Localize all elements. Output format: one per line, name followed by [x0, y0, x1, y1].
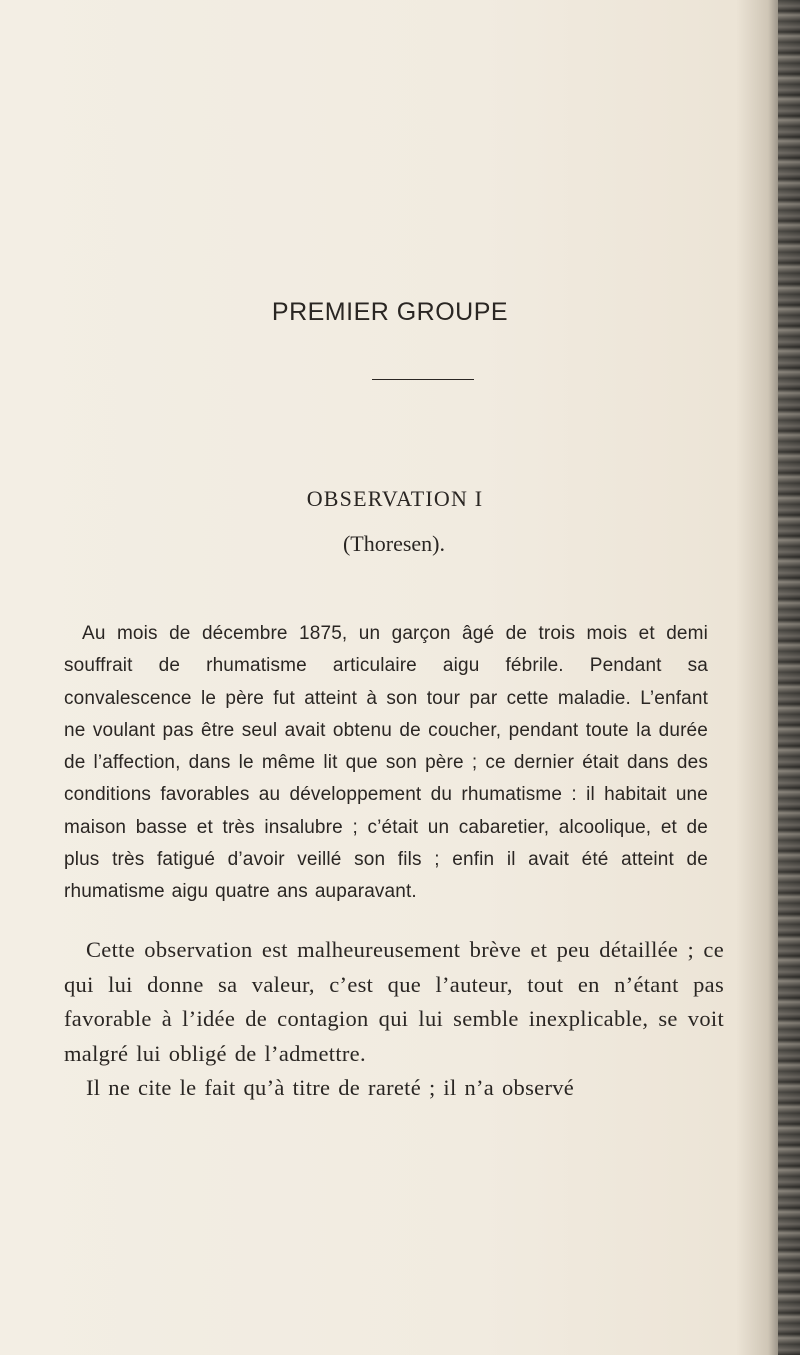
paragraph-3: Il ne cite le fait qu’à titre de rareté ; il n’a observé — [86, 1075, 575, 1100]
author-name: (Thoresen). — [342, 531, 445, 556]
page-edge — [778, 0, 800, 1355]
observation-title: OBSERVATION I — [306, 486, 484, 511]
section-title: PREMIER GROUPE — [271, 298, 509, 326]
title-rule — [372, 379, 474, 380]
paragraph-2: Cette observation est malheureusement brève et peu détaillée ; ce qui lui donne sa valeur, c’est que l’auteur, tout en n’étant pas favorable à l’idée de contagion qui lui semble inexplicable, se voit malgré lui obligé de l’admettre. — [64, 937, 724, 1066]
paragraph-1: Au mois de décembre 1875, un garçon âgé de trois mois et demi souffrait de rhumatisme articulaire aigu fébrile. Pendant sa convalescence le père fut atteint à son tour par cette maladie. L’enfant ne voulant pas être seul avait obtenu de coucher, pendant toute la durée de l’affection, dans le même lit que son père ; ce dernier était dans des conditions favorables au développement du rhumatisme : il habitait une maison basse et très insalubre ; c’était un cabaretier, alcoolique, et de plus très fatigué d’avoir veillé son fils ; enfin il avait été atteint de rhumatisme aigu quatre ans auparavant. — [64, 623, 708, 903]
